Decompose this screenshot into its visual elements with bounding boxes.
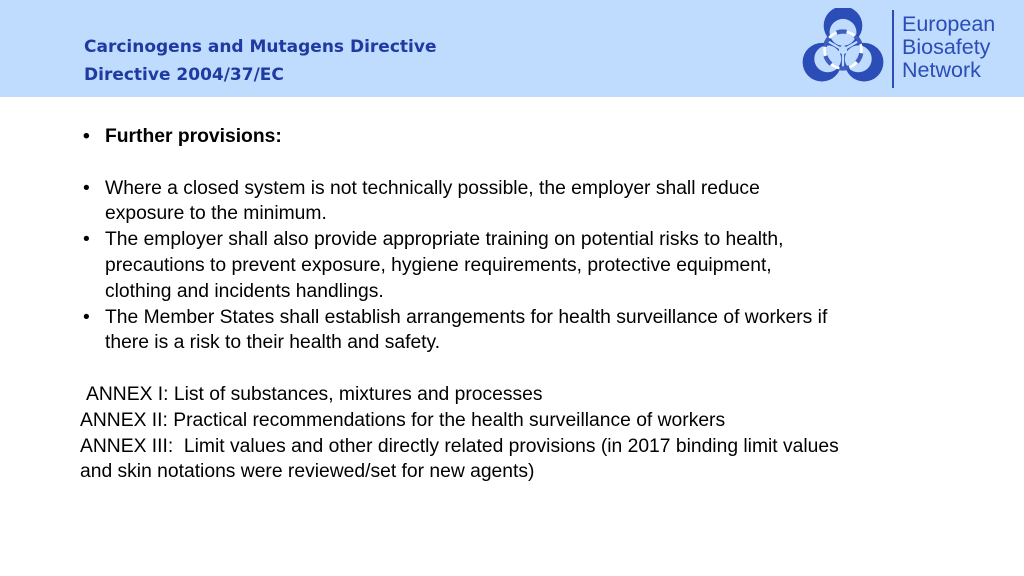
logo-line-network: Network (902, 58, 981, 82)
title-line-1: Carcinogens and Mutagens Directive (84, 37, 437, 57)
annex-line: ANNEX II: Practical recommendations for the health surveillance of workers (80, 409, 726, 431)
header-banner (0, 0, 1024, 97)
annex-line: ANNEX I: List of substances, mixtures and processes (86, 383, 543, 405)
ebn-logo (800, 8, 1010, 92)
slide-body (80, 124, 845, 485)
biohazard-icon (800, 8, 886, 92)
annex-line: ANNEX III: Limit values and other directly related provisions (in 2017 binding limit values and skin notations were reviewed/set for new agents) (80, 435, 845, 483)
logo-text (902, 13, 995, 82)
bullet-item: • The employer shall also provide appropriate training on potential risks to health, precautions to prevent exposure, hygiene requirements, protective equipment, clothing and incidents handlings. (80, 227, 840, 304)
bullet-heading: • Further provisions: (80, 124, 840, 150)
logo-line-european: European (902, 12, 996, 36)
bullet-item: • The Member States shall establish arrangements for health surveillance of workers if there is a risk to their health and safety. (80, 305, 840, 357)
page-title (84, 33, 436, 89)
title-line-2: Directive 2004/37/EC (84, 65, 284, 85)
spacer (80, 150, 840, 176)
spacer (80, 356, 840, 382)
logo-divider (892, 10, 894, 88)
logo-line-biosafety: Biosafety (902, 35, 991, 59)
bullet-item: • Where a closed system is not technically possible, the employer shall reduce exposure to the minimum. (80, 176, 840, 228)
